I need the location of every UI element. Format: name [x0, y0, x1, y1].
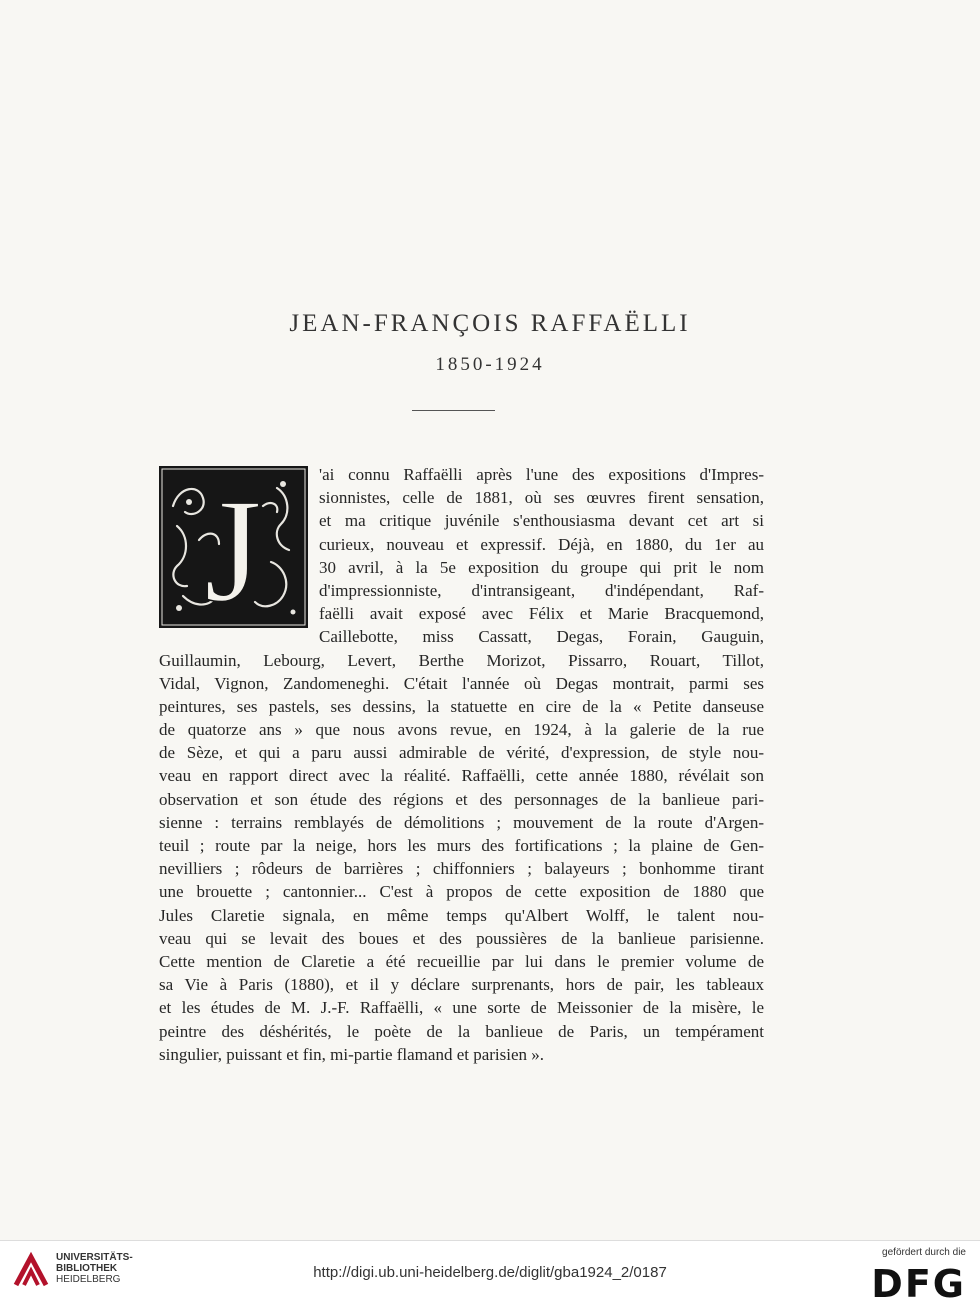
text-line: peintre des déshérités, le poète de la banlieue de Paris, un tempérament: [159, 1021, 764, 1041]
text-line: Jules Claretie signala, en même temps qu'Albert Wolff, le talent nou-: [159, 905, 764, 925]
text-line: sionnistes, celle de 1881, où ses œuvres firent sensation,: [319, 488, 764, 508]
permalink-url[interactable]: http://digi.ub.uni-heidelberg.de/diglit/gba1924_2/0187: [313, 1264, 667, 1281]
title-divider: [412, 410, 495, 411]
text-line: peintures, ses pastels, ses dessins, la statuette en cire de la « Petite danseuse: [159, 696, 764, 716]
library-name-line: BIBLIOTHEK: [56, 1263, 118, 1274]
text-line: singulier, puissant et fin, mi-partie flamand et parisien ».: [159, 1044, 545, 1064]
text-line: nevilliers ; rôdeurs de barrières ; chiffonniers ; balayeurs ; bonhomme tirant: [159, 859, 764, 879]
text-line: de quatorze ans » que nous avons revue, en 1924, à la galerie de la rue: [159, 720, 764, 740]
library-name-line: UNIVERSITÄTS-: [56, 1252, 133, 1263]
text-line: faëlli avait exposé avec Félix et Marie Bracquemond,: [319, 604, 764, 624]
text-line: et les études de M. J.-F. Raffaëlli, « une sorte de Meissonier de la misère, le: [159, 998, 764, 1018]
dfg-logo[interactable]: DFG: [871, 1262, 966, 1306]
text-line: sa Vie à Paris (1880), et il y déclare surprenants, hors de pair, les tableaux: [159, 975, 764, 995]
text-line: teuil ; route par la neige, hors les murs des fortifications ; la plaine de Gen-: [159, 836, 764, 855]
text-line: Caillebotte, miss Cassatt, Degas, Forain, Gauguin,: [319, 627, 764, 647]
text-line: 30 avril, à la 5e exposition du groupe qui prit le nom: [319, 557, 764, 577]
life-dates: 1850-1924: [435, 354, 545, 375]
text-line: 'ai connu Raffaëlli après l'une des expositions d'Impres-: [319, 465, 764, 484]
page-title: JEAN-FRANÇOIS RAFFAËLLI: [289, 310, 691, 337]
text-line: sienne : terrains remblayés de démolitions ; mouvement de la route d'Argen-: [159, 812, 764, 832]
text-line: curieux, nouveau et expressif. Déjà, en 1880, du 1er au: [319, 534, 764, 554]
text-line: Cette mention de Claretie a été recueillie par lui dans le premier volume de: [159, 951, 764, 971]
text-line: une brouette ; cantonnier... C'est à propos de cette exposition de 1880 que: [159, 882, 764, 902]
text-line: veau en rapport direct avec la réalité. Raffaëlli, cette année 1880, révélait son: [159, 766, 764, 786]
text-line: Guillaumin, Lebourg, Levert, Berthe Morizot, Pissarro, Rouart, Tillot,: [159, 650, 764, 670]
text-line: et ma critique juvénile s'enthousiasma devant cet art si: [319, 511, 764, 531]
svg-text:J: J: [204, 469, 262, 628]
text-line: Vidal, Vignon, Zandomeneghi. C'était l'année où Degas montrait, parmi ses: [159, 673, 764, 693]
text-line: d'impressionniste, d'intransigeant, d'indépendant, Raf-: [319, 580, 764, 600]
article-body: [159, 463, 764, 1066]
library-name-line: HEIDELBERG: [56, 1274, 121, 1285]
text-line: observation et son étude des régions et des personnages de la banlieue pari-: [159, 789, 764, 809]
text-line: de Sèze, et qui a paru aussi admirable de vérité, d'expression, de style nou-: [159, 743, 764, 763]
text-line: veau qui se levait des boues et des poussières de la banlieue parisienne.: [159, 928, 764, 948]
funding-label: gefördert durch die: [882, 1247, 966, 1258]
